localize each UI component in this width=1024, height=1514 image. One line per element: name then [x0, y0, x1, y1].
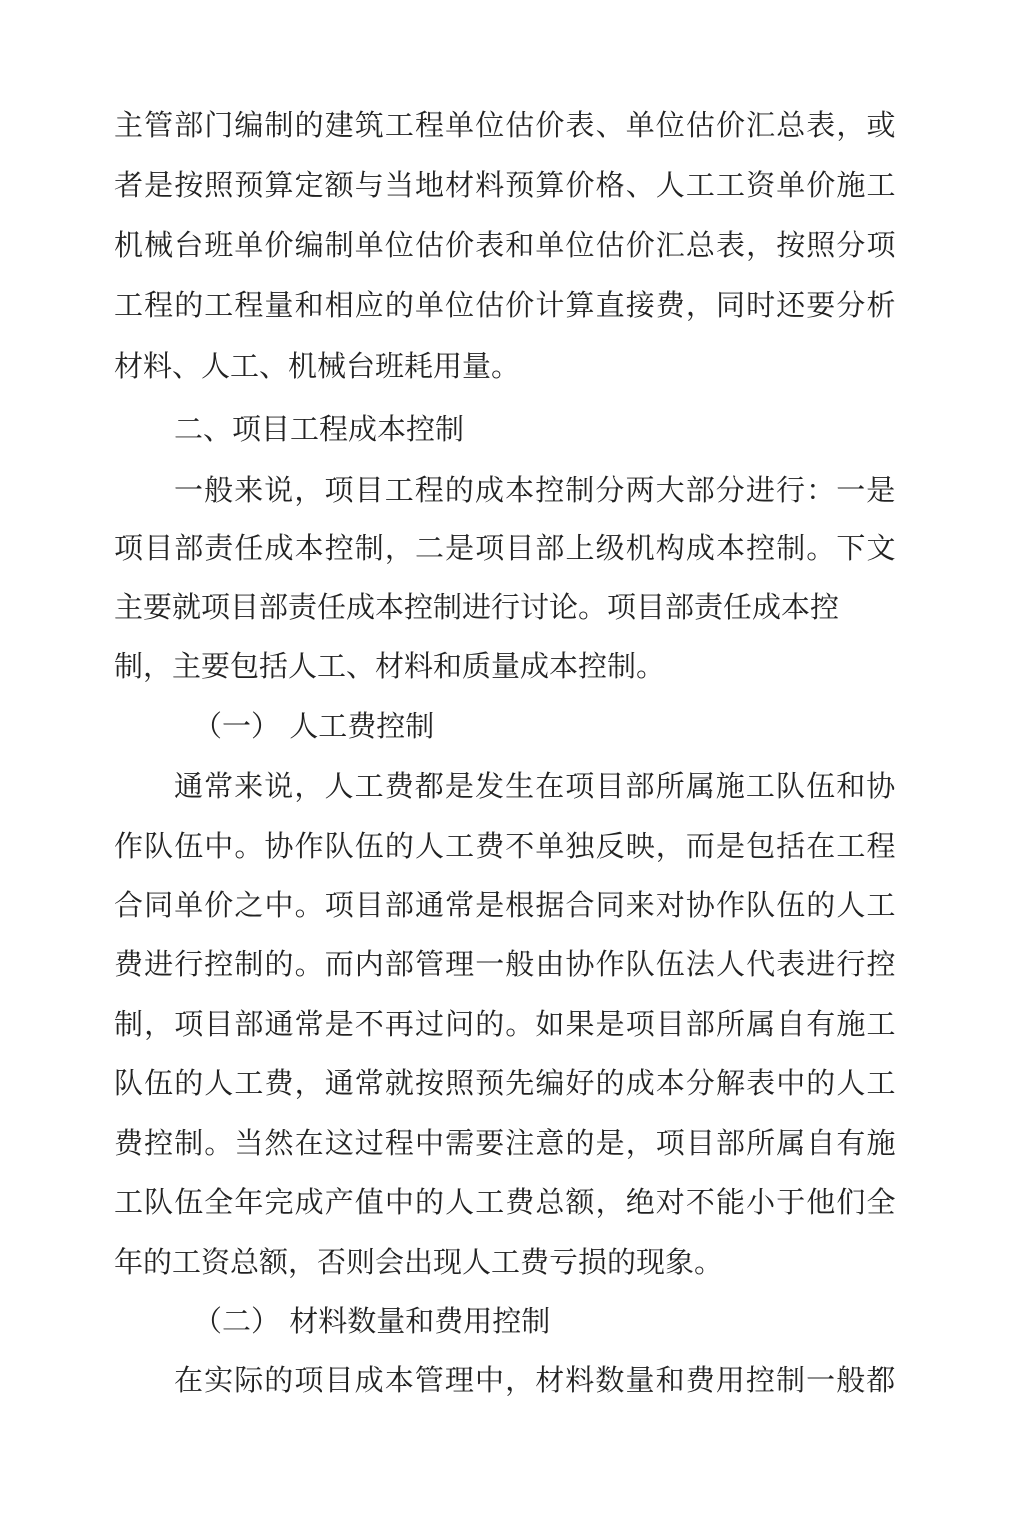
text-line: 通常来说，人工费都是发生在项目部所属施工队伍和协: [174, 769, 897, 803]
text-line: 材料、人工、机械台班耗用量。: [114, 349, 521, 383]
text-line: 机械台班单价编制单位估价表和单位估价汇总表，按照分项: [114, 228, 897, 262]
text-line: 作队伍中。协作队伍的人工费不单独反映，而是包括在工程: [114, 829, 897, 863]
text-line: 项目部责任成本控制，二是项目部上级机构成本控制。下文: [114, 531, 897, 565]
text-line: 制，项目部通常是不再过问的。如果是项目部所属自有施工: [114, 1007, 897, 1041]
text-line: 工队伍全年完成产值中的人工费总额，绝对不能小于他们全: [114, 1185, 897, 1219]
section-heading: 二、项目工程成本控制: [174, 412, 465, 446]
text-line: 费进行控制的。而内部管理一般由协作队伍法人代表进行控: [114, 947, 897, 981]
subsection-heading: （二） 材料数量和费用控制: [193, 1304, 551, 1338]
text-line: 在实际的项目成本管理中，材料数量和费用控制一般都: [174, 1363, 897, 1397]
text-line: 合同单价之中。项目部通常是根据合同来对协作队伍的人工: [114, 888, 897, 922]
text-line: 队伍的人工费，通常就按照预先编好的成本分解表中的人工: [114, 1066, 897, 1100]
text-line: 费控制。当然在这过程中需要注意的是，项目部所属自有施: [114, 1126, 897, 1160]
text-line: 工程的工程量和相应的单位估价计算直接费，同时还要分析: [114, 288, 897, 322]
text-line: 制，主要包括人工、材料和质量成本控制。: [114, 649, 666, 683]
text-line: 者是按照预算定额与当地材料预算价格、人工工资单价施工: [114, 168, 897, 202]
subsection-heading: （一） 人工费控制: [193, 709, 435, 743]
text-line: 年的工资总额，否则会出现人工费亏损的现象。: [114, 1245, 724, 1279]
text-line: 主要就项目部责任成本控制进行讨论。项目部责任成本控: [114, 590, 840, 624]
text-line: 主管部门编制的建筑工程单位估价表、单位估价汇总表，或: [114, 108, 897, 142]
text-line: 一般来说，项目工程的成本控制分两大部分进行：一是: [174, 473, 897, 507]
